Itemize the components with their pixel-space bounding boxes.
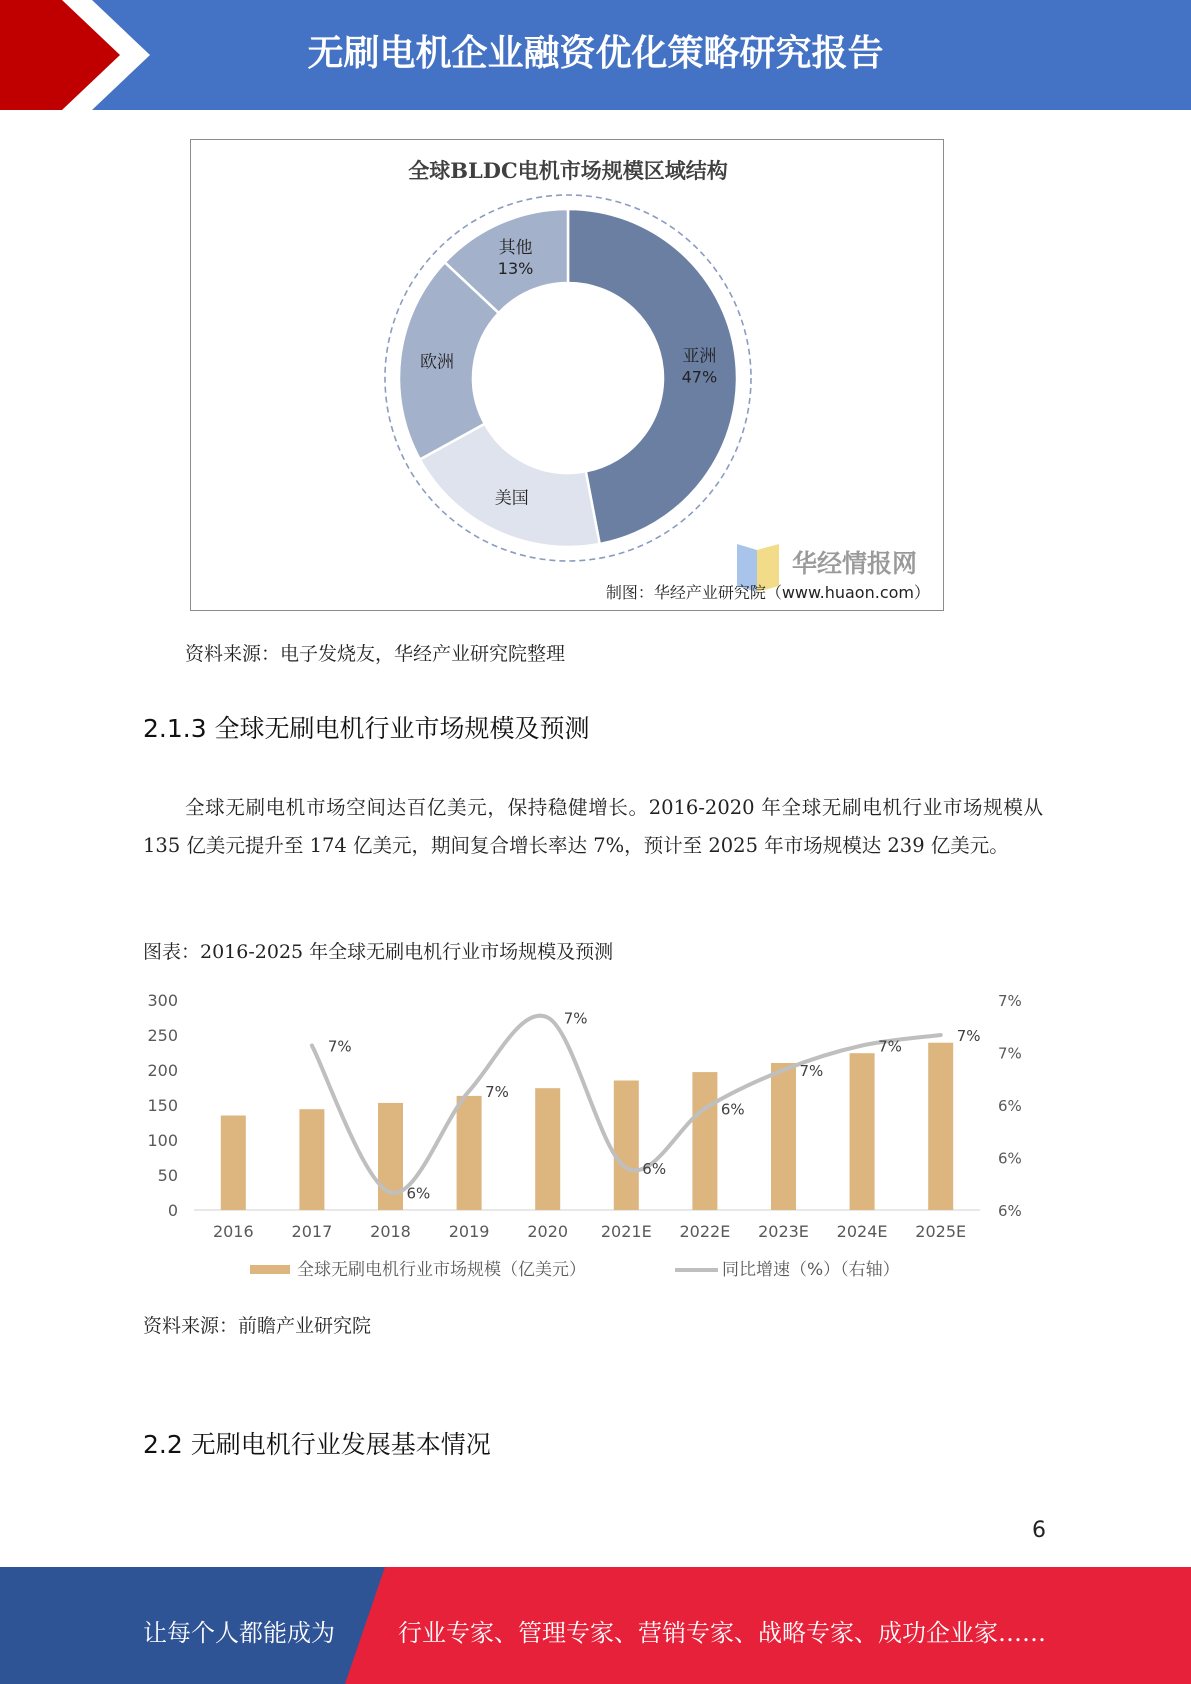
y2-tick-label: 7% <box>998 1044 1022 1063</box>
y-tick-label: 200 <box>147 1061 178 1080</box>
source-note-2: 资料来源：前瞻产业研究院 <box>143 1315 372 1337</box>
market-size-chart <box>130 980 1030 1290</box>
growth-label-2025E: 7% <box>956 1027 981 1045</box>
chart-legend <box>250 1260 900 1280</box>
growth-label-2023E: 7% <box>799 1062 824 1080</box>
x-tick-label: 2025E <box>915 1222 967 1241</box>
report-title: 无刷电机企业融资优化策略研究报告 <box>307 33 884 74</box>
x-tick-label: 2019 <box>448 1222 490 1241</box>
bar-series <box>221 1043 953 1210</box>
body-paragraph: 全球无刷电机市场空间达百亿美元，保持稳健增长。2016-2020 年全球无刷电机行业市场规模从 135 亿美元提升至 174 亿美元，期间复合增长率达 7%，预计至 2025 年市场规模达 239 亿美元。 <box>143 796 1043 857</box>
legend-bar-swatch <box>250 1265 290 1274</box>
bar-2021E <box>614 1081 639 1211</box>
donut-label-2: 欧洲 <box>420 352 455 373</box>
growth-label-2024E: 7% <box>878 1037 902 1056</box>
x-axis-labels <box>213 1222 966 1241</box>
growth-label-2022E: 6% <box>720 1100 745 1119</box>
growth-label-2018: 6% <box>406 1184 431 1203</box>
left-y-axis <box>147 991 178 1220</box>
y-tick-label: 300 <box>147 991 178 1010</box>
donut-label-3: 其他 <box>498 237 533 258</box>
donut-slices <box>399 209 737 547</box>
x-tick-label: 2024E <box>836 1222 888 1241</box>
bar-2016 <box>221 1116 246 1211</box>
y-tick-label: 150 <box>147 1096 178 1115</box>
figure-caption: 图表：2016-2025 年全球无刷电机行业市场规模及预测 <box>143 941 614 963</box>
donut-label-1: 美国 <box>494 488 529 509</box>
growth-label-2017: 7% <box>327 1037 352 1056</box>
x-tick-label: 2020 <box>527 1222 569 1241</box>
bar-2023E <box>771 1063 796 1210</box>
watermark-text: 华经情报网 <box>792 549 918 578</box>
x-tick-label: 2016 <box>212 1222 254 1241</box>
footer-slogan-right: 行业专家、管理专家、营销专家、战略专家、成功企业家…… <box>398 1619 1046 1647</box>
growth-label-2020: 7% <box>563 1009 588 1028</box>
x-tick-label: 2017 <box>291 1222 333 1241</box>
chart-credit: 制图：华经产业研究院（www.huaon.com） <box>605 583 930 602</box>
footer-slogan-left: 让每个人都能成为 <box>143 1619 335 1647</box>
x-tick-label: 2021E <box>600 1222 652 1241</box>
y-tick-label: 50 <box>157 1166 178 1185</box>
legend-line-label: 同比增速（%）（右轴） <box>722 1260 900 1280</box>
growth-rate-labels <box>328 1010 981 1203</box>
x-tick-label: 2018 <box>370 1222 411 1241</box>
y-tick-label: 0 <box>167 1201 178 1220</box>
donut-chart <box>191 140 945 612</box>
growth-label-2021E: 6% <box>642 1160 667 1178</box>
y2-tick-label: 7% <box>998 992 1022 1010</box>
section-heading-2-2: 2.2 无刷电机行业发展基本情况 <box>143 1430 491 1459</box>
growth-label-2019: 7% <box>485 1083 509 1101</box>
donut-value-0: 47% <box>681 367 718 387</box>
y-tick-label: 250 <box>147 1026 178 1045</box>
page-number: 6 <box>1032 1518 1046 1543</box>
bar-2025E <box>928 1043 953 1210</box>
donut-label-0: 亚洲 <box>682 346 717 367</box>
legend-bar-label: 全球无刷电机行业市场规模（亿美元） <box>297 1260 586 1280</box>
y-tick-label: 100 <box>147 1131 178 1150</box>
source-note-1: 资料来源：电子发烧友，华经产业研究院整理 <box>185 643 566 665</box>
right-y-axis <box>998 992 1022 1220</box>
donut-value-3: 13% <box>497 258 534 278</box>
bar-2020 <box>535 1088 560 1210</box>
donut-chart-title: 全球BLDC电机市场规模区域结构 <box>408 158 728 183</box>
page-header <box>0 0 1191 110</box>
bar-2024E <box>850 1053 875 1210</box>
bar-2019 <box>457 1096 482 1210</box>
bar-2022E <box>692 1072 717 1210</box>
y2-tick-label: 6% <box>998 1149 1022 1168</box>
y2-tick-label: 6% <box>998 1097 1022 1115</box>
bar-2017 <box>299 1109 324 1210</box>
donut-chart-figure <box>190 139 944 611</box>
section-heading-2-1-3: 2.1.3 全球无刷电机行业市场规模及预测 <box>143 714 590 743</box>
x-tick-label: 2022E <box>679 1222 731 1241</box>
x-tick-label: 2023E <box>758 1222 809 1241</box>
y2-tick-label: 6% <box>998 1202 1022 1220</box>
